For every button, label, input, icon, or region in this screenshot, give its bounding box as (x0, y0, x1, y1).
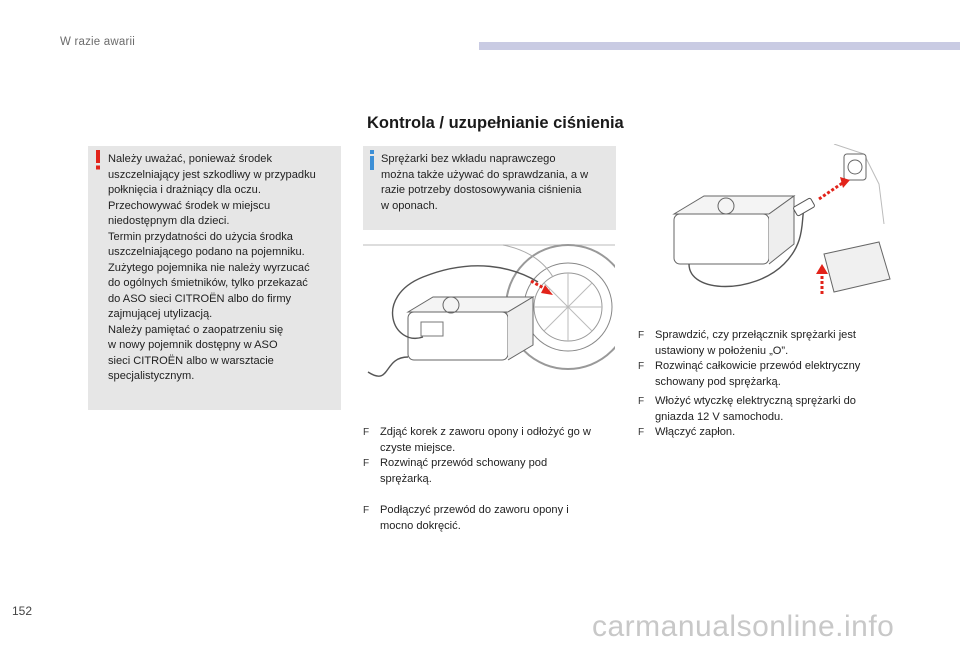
step-text: Zdjąć korek z zaworu opony i odłożyć go w czyste miejsce. (380, 426, 591, 454)
step-item (638, 425, 915, 441)
step-text: Sprawdzić, czy przełącznik sprężarki jest ustawiony w położeniu „O”. (655, 329, 856, 357)
section-title: W razie awarii (60, 36, 136, 48)
info-icon (369, 150, 375, 170)
page-number: 152 (12, 604, 33, 618)
step-text: Włożyć wtyczkę elektryczną sprężarki do gniazda 12 V samochodu. (655, 395, 856, 423)
step-item (638, 328, 915, 359)
compressor-socket-illustration (634, 144, 894, 312)
exclamation-icon (95, 150, 101, 170)
step-text: Rozwinąć przewód schowany pod sprężarką. (380, 457, 548, 485)
step-marker-icon: F (363, 427, 370, 438)
step-text: Rozwinąć całkowicie przewód elektryczny schowany pod sprężarką. (655, 360, 861, 388)
step-item (363, 425, 632, 456)
step-item (363, 503, 632, 534)
step-item (638, 394, 915, 425)
step-marker-icon: F (638, 361, 645, 372)
step-marker-icon: F (638, 396, 645, 407)
step-text: Podłączyć przewód do zaworu opony i mocno dokręcić. (380, 504, 569, 532)
step-marker-icon: F (638, 427, 645, 438)
compressor-tyre-illustration (363, 237, 615, 397)
header-bar (479, 42, 960, 50)
step-text: Włączyć zapłon. (655, 426, 736, 438)
step-item (638, 359, 915, 390)
warning-text: Należy uważać, ponieważ środek uszczelniający jest szkodliwy w przypadku połknięcia i drażniący dla oczu. Przechowywać środek w miejscu niedostępnym dla dzieci. Termin przydatności do użycia środka uszczelniającego podano na pojemniku. Zużytego pojemnika nie należy wyrzucać do ogólnych śmietników, tylko przekazać do ASO sieci CITROËN albo do firmy zajmującej utylizacją. Należy pamiętać o zaopatrzeniu się w nowy pojemnik dostępny w ASO sieci CITROËN albo w warsztacie specjalistycznym. (108, 153, 316, 382)
step-item (363, 456, 632, 487)
step-marker-icon: F (363, 505, 370, 516)
step-marker-icon: F (638, 330, 645, 341)
watermark: carmanualsonline.info (592, 610, 895, 643)
info-text: Sprężarki bez wkładu naprawczego można także używać do sprawdzania, a w razie potrzeby dostosowywania ciśnienia w oponach. (381, 153, 589, 212)
page-heading: Kontrola / uzupełnianie ciśnienia (367, 114, 624, 132)
step-marker-icon: F (363, 458, 370, 469)
